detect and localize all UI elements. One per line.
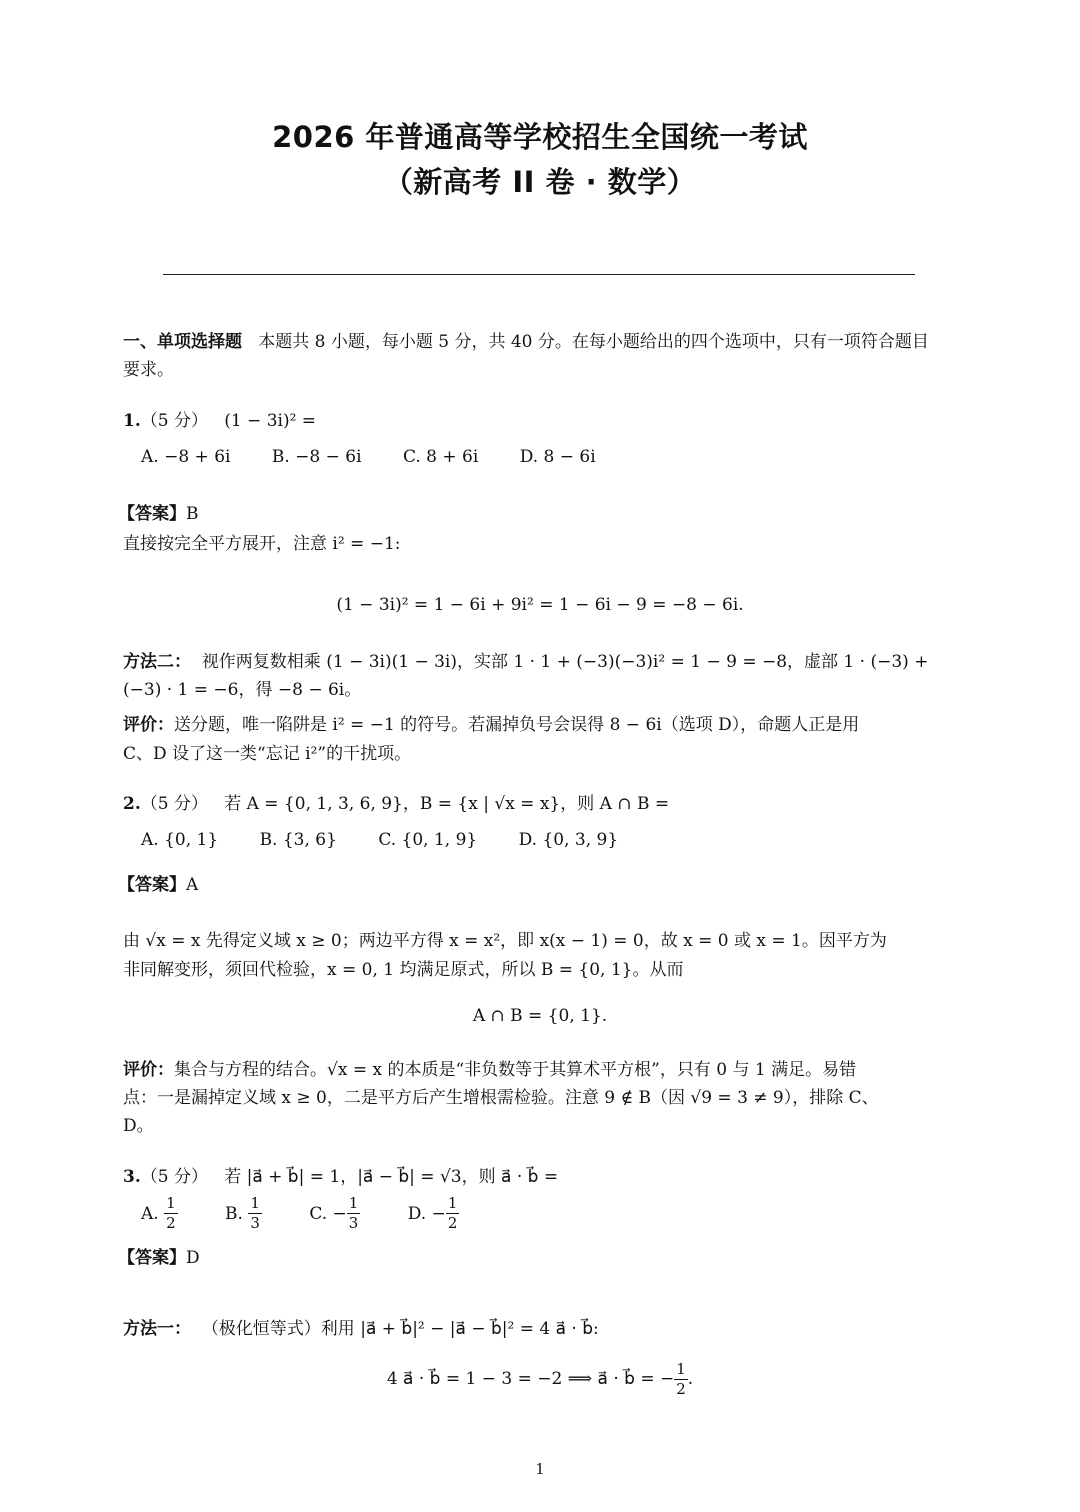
question-points: （5 分） [140, 794, 208, 814]
comment-label: 评价： [123, 715, 174, 735]
option-b [225, 1196, 262, 1231]
option-fraction [347, 1196, 361, 1231]
question-1-comment-line1 [123, 711, 859, 739]
option-d: D. {0, 3, 9} [518, 830, 619, 850]
question-2-formula: A ∩ B = {0, 1}. [472, 1006, 608, 1026]
question-2-options [141, 826, 654, 854]
option-fraction [248, 1196, 262, 1231]
formula-fraction [674, 1362, 688, 1397]
exam-subtitle: （新高考 II 卷 · 数学） [383, 165, 697, 199]
denominator: 3 [250, 1214, 260, 1232]
method-label: 方法一： [123, 1319, 191, 1339]
option-letter: B. [225, 1203, 243, 1224]
option-a: A. −8 + 6i [141, 447, 231, 467]
method-text: 视作两复数相乘 (1 − 3i)(1 − 3i)，实部 1 · 1 + (−3)(−3)i² = 1 − 9 = −8，虚部 1 · (−3) + [201, 652, 929, 672]
option-c: C. 8 + 6i [402, 447, 479, 467]
question-2-explanation-line1: 由 √x = x 先得定义域 x ≥ 0；两边平方得 x = x²，即 x(x − 1) = 0，故 x = 0 或 x = 1。因平方为 [123, 931, 887, 951]
option-d [408, 1196, 460, 1231]
option-b: B. −8 − 6i [271, 447, 362, 467]
comment-label: 评价： [123, 1060, 174, 1080]
question-2-answer [118, 871, 198, 899]
question-text: 若 |a⃗ + b⃗| = 1，|a⃗ − b⃗| = √3，则 a⃗ · b⃗ = [224, 1167, 559, 1187]
numerator: 1 [250, 1194, 260, 1212]
question-text: (1 − 3i)² = [224, 411, 317, 431]
option-a: A. {0, 1} [141, 830, 219, 850]
answer-label: 【答案】 [118, 1248, 186, 1268]
question-text: 若 A = {0, 1, 3, 6, 9}，B = {x | √x = x}，则 A ∩ B = [224, 794, 670, 814]
option-fraction [446, 1196, 460, 1231]
numerator: 1 [166, 1194, 176, 1212]
option-c: C. {0, 1, 9} [378, 830, 478, 850]
page-number: 1 [535, 1460, 545, 1478]
option-a [141, 1196, 178, 1231]
question-1-stem [123, 407, 316, 435]
question-points: （5 分） [140, 1167, 208, 1187]
option-d: D. 8 − 6i [519, 447, 596, 467]
question-1-explanation: 直接按完全平方展开，注意 i² = −1: [123, 534, 401, 554]
question-number: 2. [123, 794, 141, 814]
section-heading: 一、单项选择题 [123, 332, 242, 352]
question-3-options [141, 1196, 501, 1231]
question-2-comment-line1 [123, 1056, 856, 1084]
option-letter: D. [407, 1203, 427, 1224]
question-points: （5 分） [140, 411, 208, 431]
question-2-comment-line2: 点：一是漏掉定义域 x ≥ 0，二是平方后产生增根需检验。注意 9 ∉ B（因 √9 = 3 ≠ 9），排除 C、 [123, 1088, 879, 1108]
question-2-comment-line3: D。 [123, 1116, 154, 1136]
question-1-method2-line2: (−3) · 1 = −6，得 −8 − 6i。 [123, 680, 362, 700]
denominator: 2 [166, 1214, 176, 1232]
option-c [309, 1196, 360, 1231]
section-intro [123, 328, 929, 356]
answer-value: B [186, 504, 199, 524]
question-2-stem [123, 790, 669, 818]
exam-title: 2026 年普通高等学校招生全国统一考试 [272, 120, 808, 154]
question-3-answer [118, 1244, 200, 1272]
denominator: 2 [676, 1380, 686, 1398]
method-text: （极化恒等式）利用 |a⃗ + b⃗|² − |a⃗ − b⃗|² = 4 a⃗ · b⃗: [201, 1319, 599, 1339]
answer-value: A [186, 875, 199, 895]
answer-value: D [186, 1248, 200, 1268]
numerator: 1 [447, 1194, 458, 1212]
formula-end: . [687, 1369, 694, 1389]
section-desc-line1: 本题共 8 小题，每小题 5 分，共 40 分。在每小题给出的四个选项中，只有一项符合题目 [258, 332, 929, 352]
option-fraction [164, 1196, 178, 1231]
question-3-formula [0, 1362, 1080, 1397]
method-label: 方法二： [123, 652, 191, 672]
comment-text: 集合与方程的结合。√x = x 的本质是“非负数等于其算术平方根”，只有 0 与 1 满足。易错 [174, 1060, 857, 1080]
option-letter: C. [309, 1203, 328, 1224]
question-1-method2-line1 [123, 648, 928, 676]
answer-label: 【答案】 [118, 504, 186, 524]
numerator: 1 [348, 1194, 359, 1212]
formula-left: 4 a⃗ · b⃗ = 1 − 3 = −2 ⟹ a⃗ · b⃗ = − [386, 1369, 675, 1389]
denominator: 2 [447, 1214, 458, 1232]
option-sign: − [332, 1203, 347, 1224]
question-number: 3. [123, 1167, 141, 1187]
question-3-method1 [123, 1315, 599, 1343]
option-b: B. {3, 6} [259, 830, 337, 850]
denominator: 3 [348, 1214, 359, 1232]
question-1-formula: (1 − 3i)² = 1 − 6i + 9i² = 1 − 6i − 9 = −8 − 6i. [336, 595, 744, 615]
question-number: 1. [123, 411, 141, 431]
question-2-explanation-line2: 非同解变形，须回代检验，x = 0, 1 均满足原式，所以 B = {0, 1}。从而 [123, 960, 684, 980]
option-letter: A. [141, 1203, 159, 1224]
question-1-options [141, 443, 632, 471]
numerator: 1 [676, 1360, 686, 1378]
option-sign: − [431, 1203, 446, 1224]
comment-text: 送分题，唯一陷阱是 i² = −1 的符号。若漏掉负号会误得 8 − 6i（选项 D），命题人正是用 [174, 715, 860, 735]
question-1-comment-line2: C、D 设了这一类“忘记 i²”的干扰项。 [123, 744, 412, 764]
title-divider [163, 274, 915, 275]
question-1-answer [118, 500, 199, 528]
answer-label: 【答案】 [118, 875, 186, 895]
question-3-stem [123, 1163, 558, 1191]
section-desc-line2: 要求。 [123, 360, 174, 380]
